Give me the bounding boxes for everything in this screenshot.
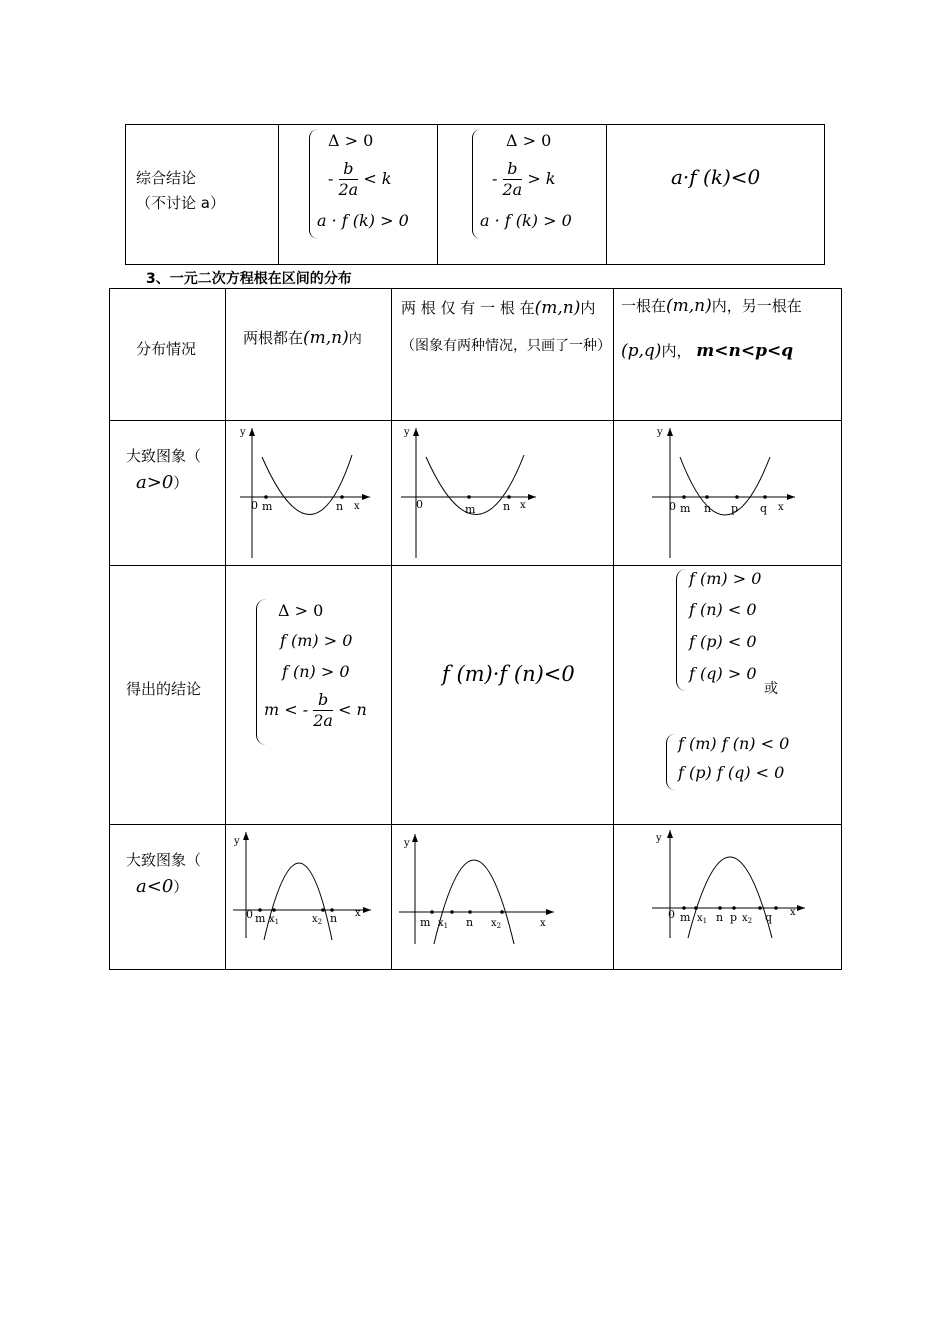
svg-text:y: y [234,836,240,847]
table-2 [109,288,842,970]
svg-text:y: y [404,427,410,438]
svg-text:n: n [466,916,474,929]
summary-system-right: Δ > 0 - $\frac{b}{2a}$ > k a · f (k) > 0 [472,129,592,239]
conclusion-separate-b: f (m) f (n) < 0 f (p) f (q) < 0 [666,734,836,794]
svg-text:x2: $x_2$ [742,913,753,925]
svg-text:n: n [716,911,724,924]
svg-text:n: n [704,502,712,515]
svg-text:p: p [731,502,739,515]
svg-text:y: y [404,838,410,849]
row-label-graph-positive: 大致图象（ a>0） [126,447,202,493]
svg-text:m: m [262,500,273,513]
svg-text:0: 0 [251,499,258,512]
graph-downward-one-root [394,826,564,966]
graph-upward-one-root [396,423,546,563]
svg-text:x: x [778,502,784,513]
conclusion-separate-a: f (m) > 0 f (n) < 0 f (p) < 0 f (q) > 0 [676,569,816,694]
conclusion-one-root: f (m)·f (n)<0 [442,662,575,686]
svg-text:m: m [680,502,691,515]
svg-text:x: x [790,907,796,918]
header-one-root: 两 根 仅 有 一 根 在(m,n)内 （图象有两种情况，只画了一种） [401,298,611,354]
graph-downward-both-roots [228,826,383,966]
graph-upward-both-roots [230,423,380,563]
svg-text:q: q [765,911,773,924]
svg-text:m: m [255,912,266,925]
svg-text:x2: $x_2$ [491,918,502,930]
svg-text:x: x [520,500,526,511]
svg-text:m: m [420,916,431,929]
header-both-roots: 两根都在(m,n)内 [243,328,362,348]
svg-text:x: x [540,918,546,929]
row-label-distribution: 分布情况 [136,340,197,358]
section-3-title: 3、一元二次方程根在区间的分布 [146,271,352,287]
svg-text:0: 0 [246,908,253,921]
svg-text:y: y [657,427,663,438]
summary-label: 综合结论 （不讨论 a） [136,169,225,212]
svg-text:x: x [355,908,361,919]
svg-text:n: n [336,500,344,513]
svg-text:0: 0 [668,908,675,921]
svg-text:x1: $x_1$ [269,914,280,926]
svg-text:n: n [330,912,338,925]
graph-upward-separate-roots [650,423,810,563]
svg-text:0: 0 [416,498,423,511]
svg-text:x1: $x_1$ [697,913,708,925]
svg-text:p: p [730,911,738,924]
svg-text:0: 0 [669,500,676,513]
svg-text:q: q [760,502,768,515]
svg-text:n: n [503,500,511,513]
svg-text:y: y [656,833,662,844]
svg-text:m: m [680,911,691,924]
svg-text:x1: $x_1$ [438,918,449,930]
svg-text:x2: $x_2$ [312,914,323,926]
graph-downward-separate-roots [650,826,835,966]
row-label-graph-negative: 大致图象（ a<0） [126,851,202,897]
header-separate-intervals: 一根在(m,n)内，另一根在 (p,q)内， m<n<p<q [621,296,802,361]
svg-text:x: x [354,501,360,512]
conclusion-or: 或 [764,681,778,697]
row-label-conclusion: 得出的结论 [126,680,202,698]
table-1 [125,124,825,265]
svg-text:y: y [240,427,246,438]
svg-text:m: m [465,503,476,516]
summary-system-left: Δ > 0 - $\frac{b}{2a}$ < k a · f (k) > 0 [309,129,429,239]
conclusion-both-roots: Δ > 0 f (m) > 0 f (n) > 0 m < - $\frac{b}{2a}$ < n [256,599,386,749]
summary-negative-condition: a·f (k)<0 [671,165,761,189]
